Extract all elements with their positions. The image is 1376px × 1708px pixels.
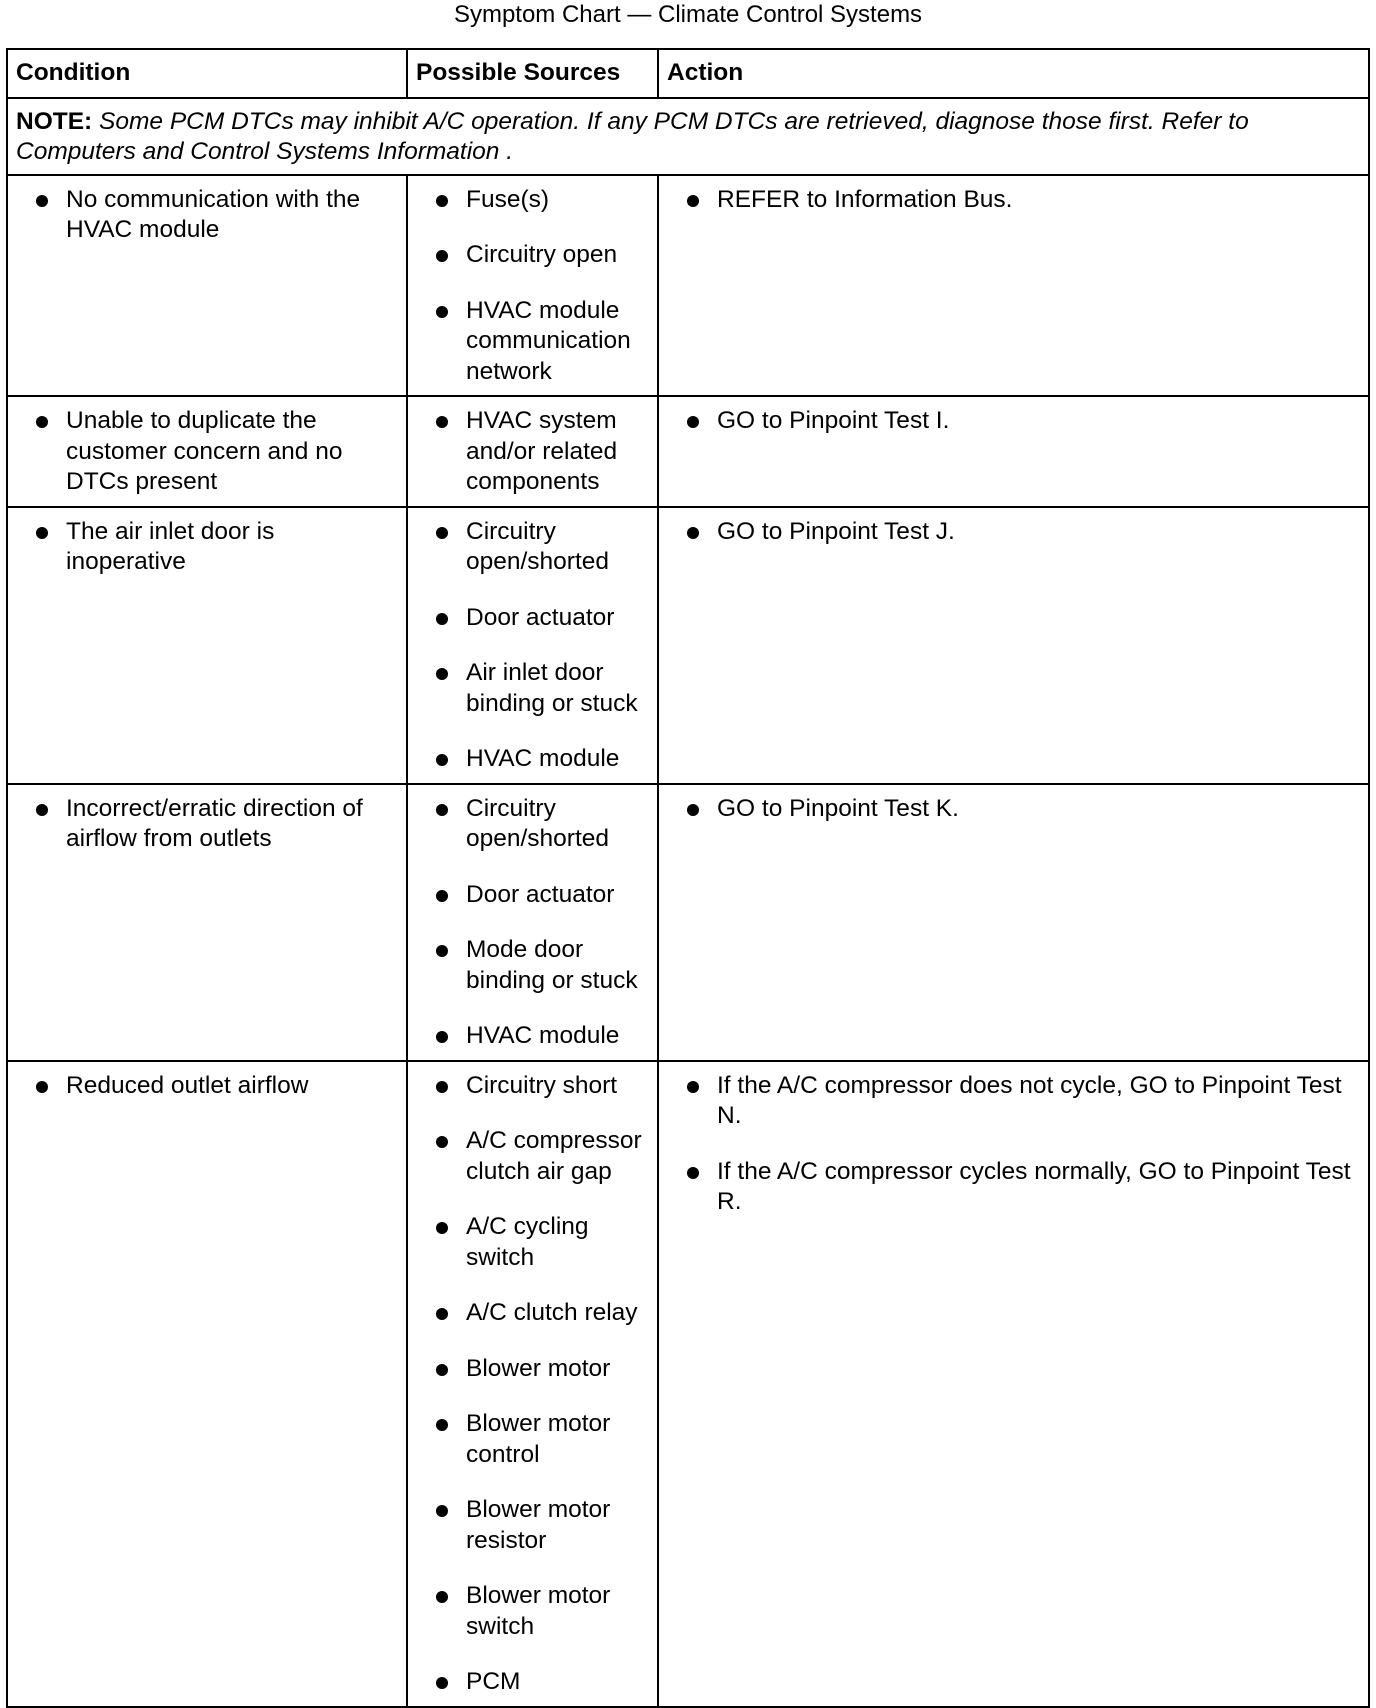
- sources-cell: [407, 1061, 658, 1707]
- condition-item: Unable to duplicate the customer concern and no DTCs present: [8, 406, 400, 498]
- action-cell: [658, 507, 1369, 784]
- action-item: GO to Pinpoint Test J.: [659, 517, 1362, 548]
- note-label: NOTE:: [16, 107, 93, 135]
- source-item: Air inlet door binding or stuck: [408, 658, 651, 719]
- table-row: [7, 396, 1369, 507]
- source-item: Circuitry open/shorted: [408, 517, 651, 578]
- note-cell: [7, 98, 1369, 175]
- table-row: [7, 507, 1369, 784]
- sources-cell: [407, 507, 658, 784]
- source-item: A/C cycling switch: [408, 1212, 651, 1273]
- source-item: Mode door binding or stuck: [408, 935, 651, 996]
- condition-item: Incorrect/erratic direction of airflow from outlets: [8, 794, 400, 855]
- symptom-table: [6, 48, 1370, 1708]
- source-item: Circuitry open: [408, 240, 651, 271]
- note-text: Some PCM DTCs may inhibit A/C operation. If any PCM DTCs are retrieved, diagnose those first. Refer to Computers and Control Systems Information .: [16, 107, 1249, 165]
- source-item: Blower motor: [408, 1354, 651, 1385]
- header-row: [7, 49, 1369, 98]
- source-item: HVAC module: [408, 1021, 651, 1052]
- source-item: PCM: [408, 1667, 651, 1698]
- source-item: Fuse(s): [408, 185, 651, 216]
- action-cell: [658, 175, 1369, 397]
- sources-cell: [407, 784, 658, 1061]
- condition-cell: [7, 175, 407, 397]
- action-cell: [658, 396, 1369, 507]
- header-condition: Condition: [7, 49, 407, 98]
- condition-item: Reduced outlet airflow: [8, 1071, 400, 1102]
- source-item: Door actuator: [408, 603, 651, 634]
- table-row: [7, 784, 1369, 1061]
- source-item: Circuitry short: [408, 1071, 651, 1102]
- condition-item: The air inlet door is inoperative: [8, 517, 400, 578]
- sources-cell: [407, 175, 658, 397]
- source-item: A/C clutch relay: [408, 1298, 651, 1329]
- source-item: A/C compressor clutch air gap: [408, 1126, 651, 1187]
- action-item: GO to Pinpoint Test K.: [659, 794, 1362, 825]
- condition-cell: [7, 507, 407, 784]
- header-possible-sources: Possible Sources: [407, 49, 658, 98]
- source-item: HVAC system and/or related components: [408, 406, 651, 498]
- condition-cell: [7, 1061, 407, 1707]
- source-item: Blower motor control: [408, 1409, 651, 1470]
- action-item: GO to Pinpoint Test I.: [659, 406, 1362, 437]
- sources-cell: [407, 396, 658, 507]
- action-item: If the A/C compressor cycles normally, GO to Pinpoint Test R.: [659, 1157, 1362, 1218]
- action-item: REFER to Information Bus.: [659, 185, 1362, 216]
- source-item: Circuitry open/shorted: [408, 794, 651, 855]
- table-row: [7, 175, 1369, 397]
- action-cell: [658, 784, 1369, 1061]
- source-item: Door actuator: [408, 880, 651, 911]
- source-item: HVAC module: [408, 744, 651, 775]
- source-item: HVAC module communication network: [408, 296, 651, 388]
- action-cell: [658, 1061, 1369, 1707]
- condition-cell: [7, 396, 407, 507]
- note-row: [7, 98, 1369, 175]
- source-item: Blower motor switch: [408, 1581, 651, 1642]
- condition-item: No communication with the HVAC module: [8, 185, 400, 246]
- action-item: If the A/C compressor does not cycle, GO to Pinpoint Test N.: [659, 1071, 1362, 1132]
- table-row: [7, 1061, 1369, 1707]
- source-item: Blower motor resistor: [408, 1495, 651, 1556]
- page-title: Symptom Chart — Climate Control Systems: [453, 1, 923, 28]
- condition-cell: [7, 784, 407, 1061]
- header-action: Action: [658, 49, 1369, 98]
